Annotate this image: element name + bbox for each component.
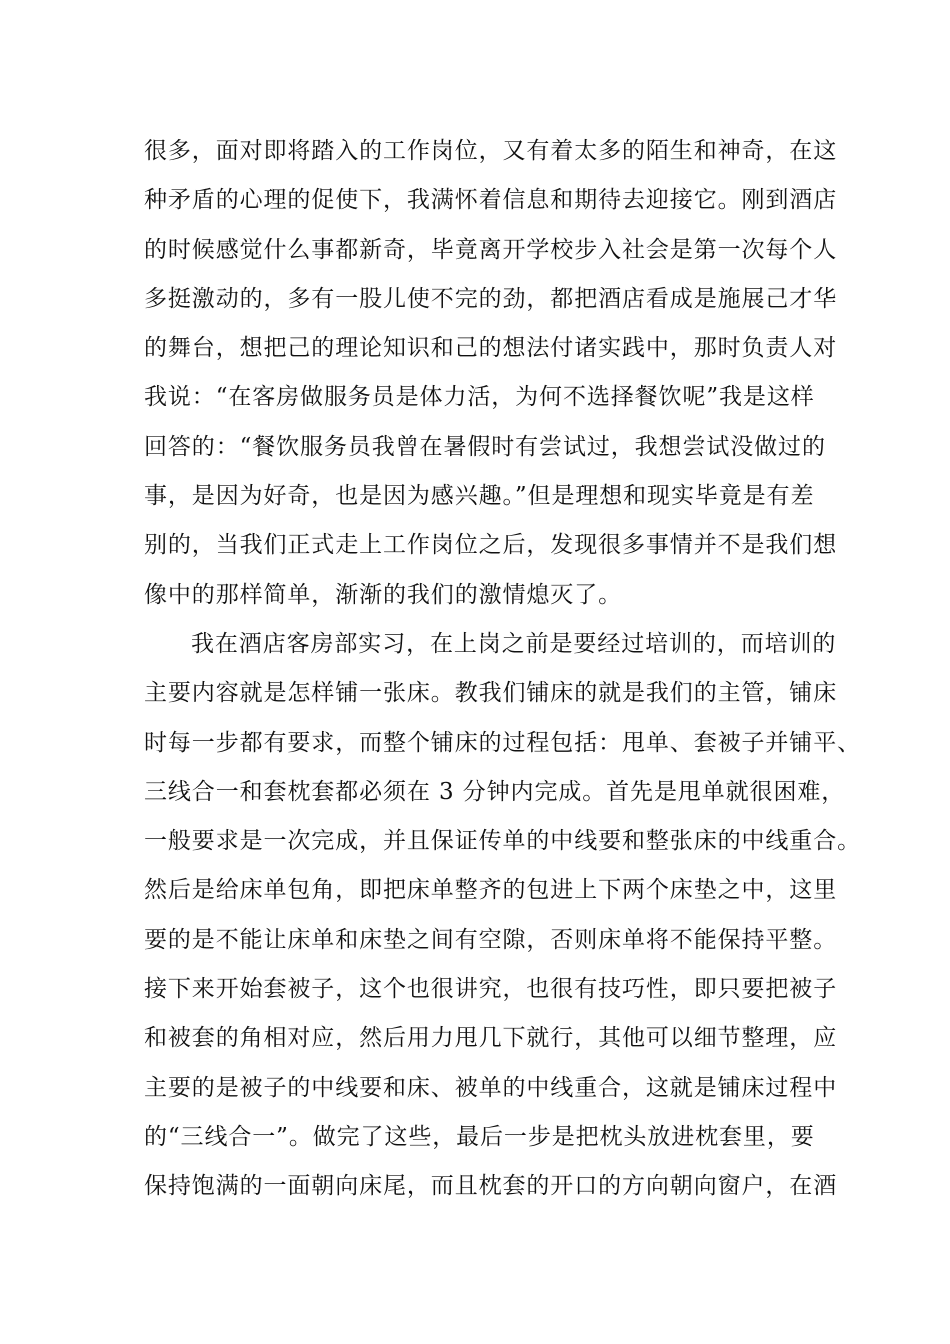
text-line: 像中的那样简单，渐渐的我们的激情熄灭了。: [144, 581, 622, 608]
body-text: [144, 127, 861, 1212]
text-line: 一般要求是一次完成，并且保证传单的中线要和整张床的中线重合。: [144, 828, 861, 855]
text-line: 很多，面对即将踏入的工作岗位，又有着太多的陌生和神奇，在这: [144, 138, 838, 164]
text-line: 主要的是被子的中线要和床、被单的中线重合，这就是铺床过程中: [144, 1074, 838, 1101]
text-line: 事，是因为好奇，也是因为感兴趣。”但是理想和现实毕竟是有差: [144, 483, 815, 510]
text-line: 的“三线合一”。做完了这些，最后一步是把枕头放进枕套里，要: [144, 1123, 815, 1150]
text-line: 回答的：“餐饮服务员我曾在暑假时有尝试过，我想尝试没做过的: [144, 433, 826, 460]
text-line: 要的是不能让床单和床垫之间有空隙，否则床单将不能保持平整。: [144, 926, 838, 953]
text-line: 三线合一和套枕套都必须在 3 分钟内完成。首先是甩单就很困难，: [144, 778, 846, 805]
text-line-indented: 我在酒店客房部实习，在上岗之前是要经过培训的，而培训的: [191, 630, 837, 657]
text-line: 我说：“在客房做服务员是体力活，为何不选择餐饮呢”我是这样: [144, 384, 815, 411]
paragraph-1: [144, 127, 838, 620]
text-line: 和被套的角相对应，然后用力甩几下就行，其他可以细节整理，应: [144, 1025, 838, 1052]
text-line: 的时候感觉什么事都新奇，毕竟离开学校步入社会是第一次每个人: [144, 236, 838, 263]
paragraph-2: [144, 620, 861, 1212]
text-line: 种矛盾的心理的促使下，我满怀着信息和期待去迎接它。刚到酒店: [144, 187, 838, 214]
text-line: 的舞台，想把己的理论知识和己的想法付诸实践中，那时负责人对: [144, 335, 838, 362]
text-line: 别的，当我们正式走上工作岗位之后，发现很多事情并不是我们想: [144, 532, 838, 559]
text-line: 接下来开始套被子，这个也很讲究，也很有技巧性，即只要把被子: [144, 976, 838, 1003]
text-line: 时每一步都有要求，而整个铺床的过程包括：甩单、套被子并铺平、: [144, 729, 861, 756]
text-line: 保持饱满的一面朝向床尾，而且枕套的开口的方向朝向窗户，在酒: [144, 1173, 838, 1200]
text-line: 主要内容就是怎样铺一张床。教我们铺床的就是我们的主管，铺床: [144, 680, 838, 707]
text-line: 多挺激动的，多有一股儿使不完的劲，都把酒店看成是施展己才华: [144, 285, 838, 312]
text-line: 然后是给床单包角，即把床单整齐的包进上下两个床垫之中，这里: [144, 877, 838, 904]
